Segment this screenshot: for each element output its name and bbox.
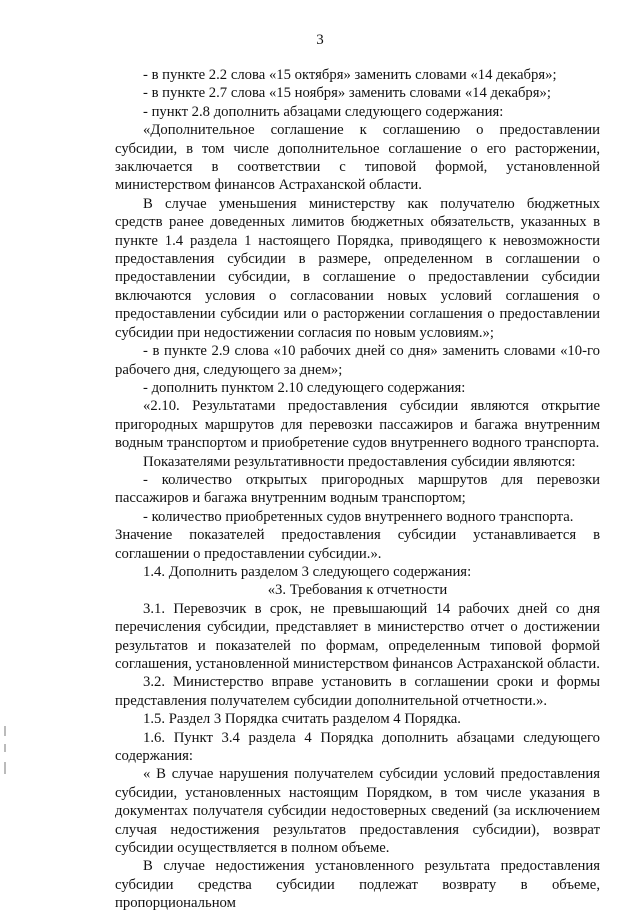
paragraph: - в пункте 2.2 слова «15 октября» заменить словами «14 декабря»;	[143, 67, 557, 83]
page-number: 3	[316, 32, 324, 48]
paragraph: В случае недостижения установленного результата предоставления субсидии средства субсидии подлежат возврату в объеме, пропорциональном	[115, 858, 600, 912]
scan-margin-mark	[4, 744, 6, 752]
section-heading: «3. Требования к отчетности	[267, 582, 448, 599]
paragraph: В случае уменьшения министерству как получателю бюджетных средств ранее доведенных лимитов бюджетных обязательств, указанных в пункте 1.4 раздела 1 настоящего Порядка, приводящего к невозможности предоставления субсидии в размере, определенном в соглашении о предоставлении субсидии, в соглашение о предоставлении субсидии включаются условия о согласовании новых условий соглашения о предоставлении субсидии или о расторжении соглашения о предоставлении субсидии при недостижении согласия по новым условиям.»;	[115, 195, 600, 341]
scan-margin-mark	[4, 726, 6, 736]
paragraph: 1.4. Дополнить разделом 3 следующего содержания:	[143, 563, 472, 580]
paragraph: - в пункте 2.7 слова «15 ноября» заменить словами «14 декабря»;	[143, 85, 551, 102]
paragraph: «Дополнительное соглашение к соглашению о предоставлении субсидии, в том числе дополнительное соглашение о его расторжении, заключается в соответствии с типовой формой, установленной министерством финансов Астраханской области.	[115, 122, 600, 194]
scan-margin-mark	[4, 762, 6, 774]
document-body	[115, 66, 600, 913]
paragraph: Значение показателей предоставления субсидии устанавливается в соглашении о предоставлении субсидии.».	[115, 527, 600, 562]
paragraph: - в пункте 2.9 слова «10 рабочих дней со дня» заменить словами «10-го рабочего дня, следующего за днем»;	[115, 343, 600, 378]
paragraph: - количество открытых пригородных маршрутов для перевозки пассажиров и багажа внутренним водным транспортом;	[115, 471, 600, 507]
paragraph: « В случае нарушения получателем субсидии условий предоставления субсидии, установленных настоящим Порядком, в том числе указания в документах получателя субсидии недостоверных сведений (за исключением случая недостижения результатов предоставления субсидии), возврат субсидии осуществляется в полном объеме.	[115, 766, 600, 857]
paragraph: 3.2. Министерство вправе установить в соглашении сроки и формы представления получателем субсидии дополнительной отчетности.».	[115, 674, 600, 709]
paragraph: 1.5. Раздел 3 Порядка считать разделом 4 Порядка.	[143, 711, 461, 728]
paragraph: 1.6. Пункт 3.4 раздела 4 Порядка дополнить абзацами следующего содержания:	[115, 729, 600, 765]
paragraph: - дополнить пунктом 2.10 следующего содержания:	[143, 379, 466, 396]
paragraph: «2.10. Результатами предоставления субсидии являются открытие пригородных маршрутов для перевозки пассажиров и багажа внутренним водным транспортом и приобретение судов внутреннего водного транспорта.	[115, 398, 600, 452]
paragraph: - количество приобретенных судов внутреннего водного транспорта.	[143, 508, 574, 525]
paragraph: 3.1. Перевозчик в срок, не превышающий 14 рабочих дней со дня перечисления субсидии, представляет в министерство отчет о достижении результатов и показателей по формам, определенным типовой формой соглашения, установленной министерством финансов Астраханской области.	[115, 600, 600, 672]
paragraph: Показателями результативности предоставления субсидии являются:	[143, 453, 576, 470]
paragraph: - пункт 2.8 дополнить абзацами следующего содержания:	[143, 103, 504, 120]
